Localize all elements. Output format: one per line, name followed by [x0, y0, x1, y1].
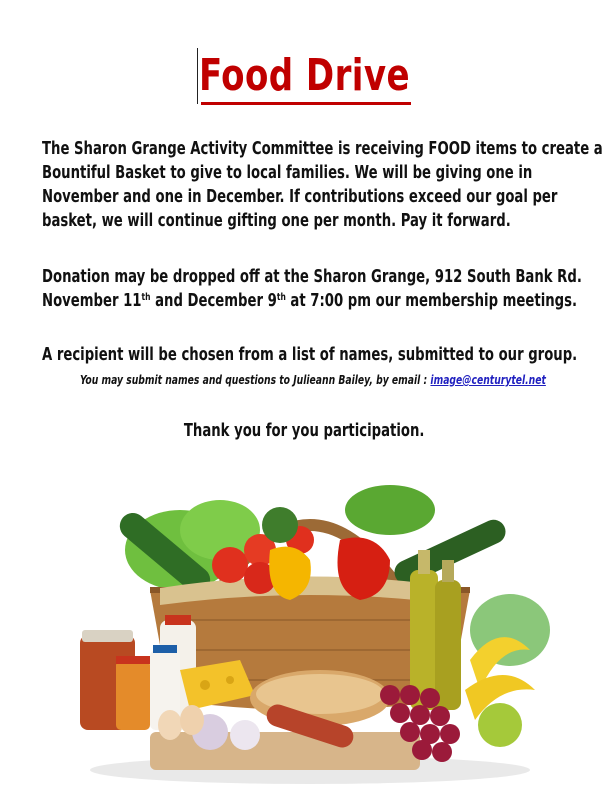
title-underline: [201, 102, 411, 105]
food-basket-illustration-icon: [70, 470, 550, 790]
intro-line: basket, we will continue gifting one per month. Pay it forward.: [42, 211, 511, 231]
dropoff-dates-line: [42, 289, 578, 313]
date-dec: and December 9: [150, 291, 277, 311]
thank-you-text: Thank you for you participation.: [183, 421, 425, 441]
email-link[interactable]: image@centurytel.net: [430, 372, 546, 387]
recipient-line: A recipient will be chosen from a list of names, submitted to our group.: [42, 345, 578, 365]
intro-paragraph: [42, 137, 603, 233]
intro-line: The Sharon Grange Activity Committee is receiving FOOD items to create a: [42, 139, 603, 159]
text-cursor: [197, 48, 198, 104]
intro-line: Bountiful Basket to give to local families. We will be giving one in: [42, 163, 533, 183]
date-dec-suffix: th: [276, 292, 286, 303]
date-nov-suffix: th: [141, 292, 151, 303]
date-nov: November 11: [42, 291, 142, 311]
recipient-paragraph: [42, 343, 582, 367]
dropoff-address-line: Donation may be dropped off at the Sharon Grange, 912 South Bank Rd.: [42, 267, 582, 287]
meeting-time: at 7:00 pm our membership meetings.: [285, 291, 578, 311]
intro-line: November and one in December. If contributions exceed our goal per: [42, 187, 558, 207]
submission-note: [80, 372, 546, 387]
thank-you-line: [0, 421, 608, 441]
page-title: Food Drive: [199, 50, 411, 101]
dropoff-paragraph: [42, 265, 582, 313]
note-text: You may submit names and questions to Julieann Bailey, by email :: [80, 372, 431, 387]
